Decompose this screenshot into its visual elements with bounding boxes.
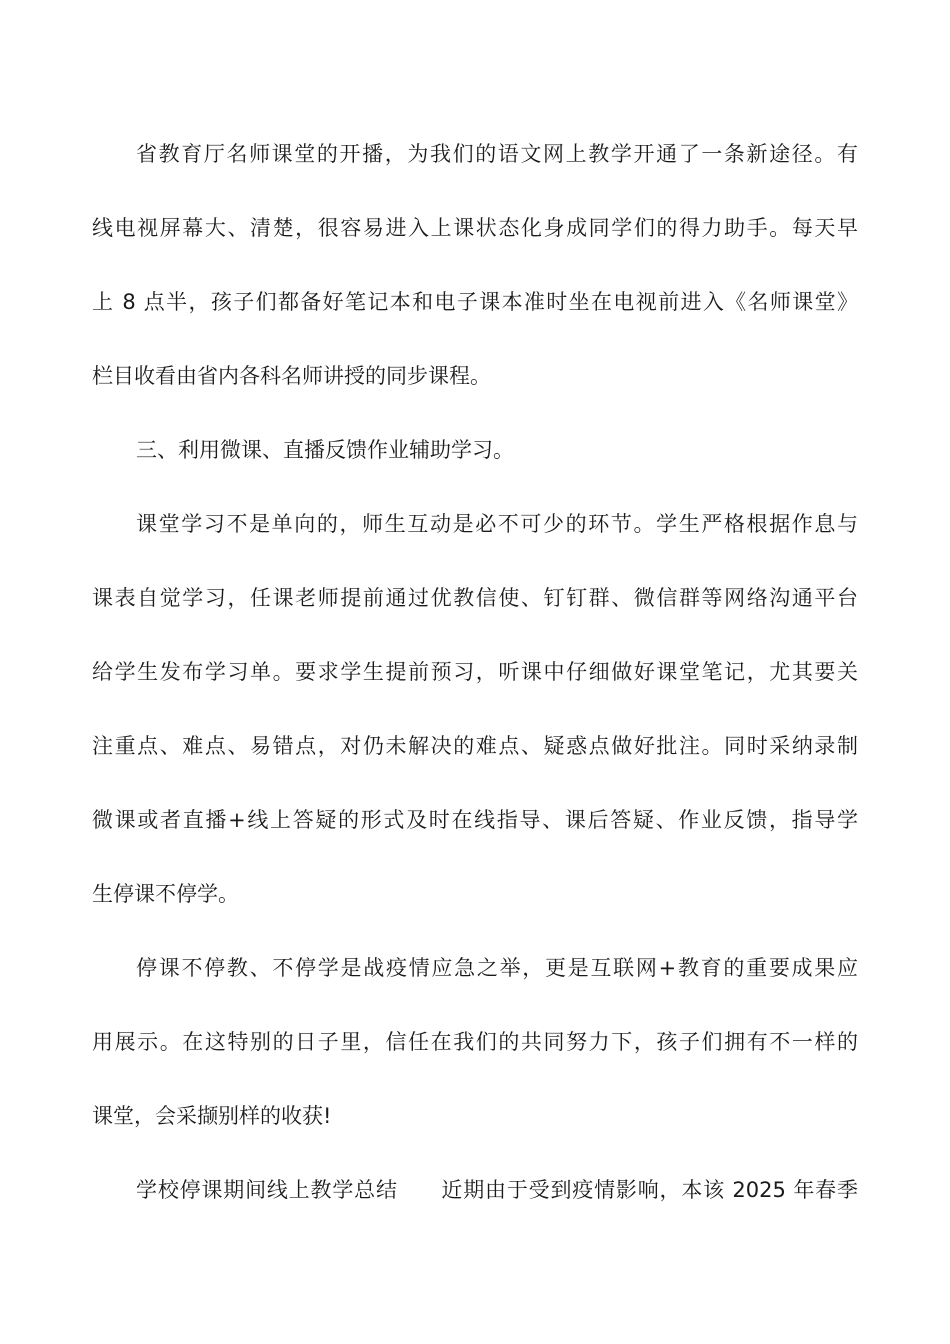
paragraph-line: 课堂，会采撷别样的收获! xyxy=(92,1104,332,1128)
paragraph-line: 微课或者直播+线上答疑的形式及时在线指导、课后答疑、作业反馈，指导学 xyxy=(92,808,858,832)
paragraph-line: 生停课不停学。 xyxy=(92,882,239,906)
paragraph-line: 注重点、难点、易错点，对仍未解决的难点、疑惑点做好批注。同时采纳录制 xyxy=(92,734,858,758)
paragraph-line: 给学生发布学习单。要求学生提前预习，听课中仔细做好课堂笔记，尤其要关 xyxy=(92,660,858,684)
paragraph-line: 停课不停教、不停学是战疫情应急之举，更是互联网+教育的重要成果应 xyxy=(136,956,858,980)
paragraph-line: 省教育厅名师课堂的开播，为我们的语文网上教学开通了一条新途径。有 xyxy=(136,142,858,166)
paragraph-line: 上 8 点半，孩子们都备好笔记本和电子课本准时坐在电视前进入《名师课堂》 xyxy=(92,290,858,314)
paragraph-line: 用展示。在这特别的日子里，信任在我们的共同努力下，孩子们拥有不一样的 xyxy=(92,1030,858,1054)
paragraph-line: 学校停课期间线上教学总结 近期由于受到疫情影响，本该 2025 年春季 xyxy=(136,1178,858,1202)
paragraph-line: 线电视屏幕大、清楚，很容易进入上课状态化身成同学们的得力助手。每天早 xyxy=(92,216,858,240)
paragraph-line: 栏目收看由省内各科名师讲授的同步课程。 xyxy=(92,364,491,388)
section-heading: 三、利用微课、直播反馈作业辅助学习。 xyxy=(136,438,514,462)
document-body xyxy=(92,132,858,1242)
paragraph-line: 课堂学习不是单向的，师生互动是必不可少的环节。学生严格根据作息与 xyxy=(136,512,858,536)
paragraph-line: 课表自觉学习，任课老师提前通过优教信使、钉钉群、微信群等网络沟通平台 xyxy=(92,586,858,610)
